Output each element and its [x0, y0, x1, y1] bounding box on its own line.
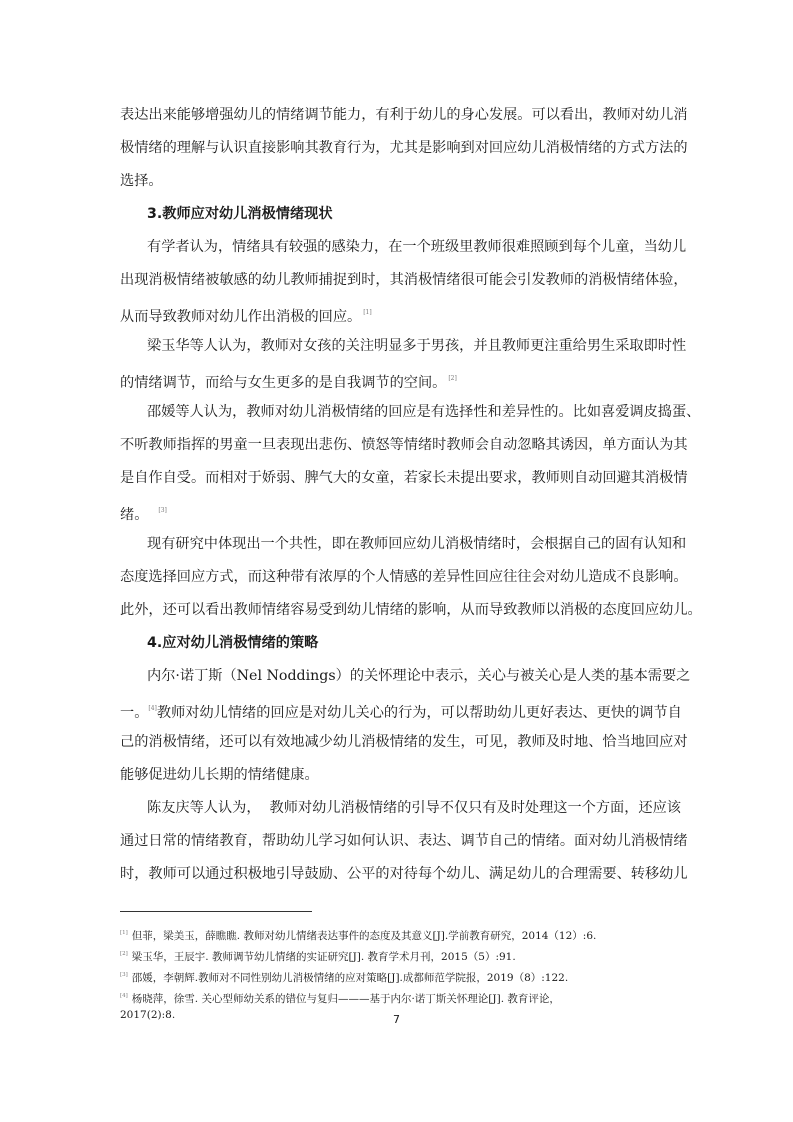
footnote-text: 梁玉华，王辰宇. 教师调节幼儿情绪的实证研究[J]. 教育学术月刊，2015（5）:91. [131, 951, 516, 963]
footnote-separator [120, 911, 312, 912]
footnote [120, 967, 568, 983]
paragraph-line: 陈友庆等人认为， 教师对幼儿消极情绪的引导不仅只有及时处理这一个方面，还应该 [147, 800, 681, 816]
footnote [120, 988, 560, 1004]
paragraph-line: 邵媛等人认为，教师对幼儿消极情绪的回应是有选择性和差异性的。比如喜爱调皮捣蛋、 [147, 404, 701, 420]
page-number: 7 [393, 1013, 400, 1026]
paragraph-line: 不听教师指挥的男童一旦表现出悲伤、愤怒等情绪时教师会自动忽略其诱因，单方面认为其 [120, 437, 688, 453]
paragraph-line: 时，教师可以通过积极地引导鼓励、公平的对待每个幼儿、满足幼儿的合理需要、转移幼儿 [120, 866, 688, 882]
line-text: 绪。 [120, 507, 149, 523]
line-text: 教师对幼儿情绪的回应是对幼儿关心的行为，可以帮助幼儿更好表达、更快的调节自 [156, 705, 682, 721]
footnote [120, 946, 516, 962]
paragraph-line: 选择。 [120, 173, 163, 189]
paragraph-line: 出现消极情绪被敏感的幼儿教师捕捉到时，其消极情绪很可能会引发教师的消极情绪体验， [120, 272, 688, 288]
paragraph-line: 表达出来能够增强幼儿的情绪调节能力，有利于幼儿的身心发展。可以看出，教师对幼儿消 [120, 107, 688, 123]
footnote-marker: [1] [120, 930, 128, 936]
paragraph-line: 此外，还可以看出教师情绪容易受到幼儿情绪的影响，从而导致教师以消极的态度回应幼儿。 [120, 602, 702, 618]
paragraph-line: 极情绪的理解与认识直接影响其教育行为，尤其是影响到对回应幼儿消极情绪的方式方法的 [120, 140, 688, 156]
paragraph-line: 内尔·诺丁斯（Nel Noddings）的关怀理论中表示，关心与被关心是人类的基本需要之 [147, 668, 691, 684]
citation-ref[interactable]: [4] [148, 705, 157, 712]
footnote-continuation: 2017(2):8. [120, 1009, 176, 1021]
paragraph-line: 通过日常的情绪教育，帮助幼儿学习如何认识、表达、调节自己的情绪。面对幼儿消极情绪 [120, 833, 688, 849]
paragraph-line: 态度选择回应方式，而这种带有浓厚的个人情感的差异性回应往往会对幼儿造成不良影响。 [120, 569, 688, 585]
paragraph-line: 能够促进幼儿长期的情绪健康。 [120, 767, 319, 783]
paragraph-line: 己的消极情绪，还可以有效地减少幼儿消极情绪的发生，可见，教师及时地、恰当地回应对 [120, 734, 688, 750]
paragraph-line: 有学者认为，情绪具有较强的感染力，在一个班级里教师很难照顾到每个儿童，当幼儿 [147, 239, 687, 255]
section-heading-4: 4.应对幼儿消极情绪的策略 [147, 635, 319, 651]
footnote-text: 杨晓萍，徐雪. 关心型师幼关系的错位与复归———基于内尔·诺丁斯关怀理论[J]. 教育评论， [131, 993, 560, 1005]
line-text: 从而导致教师对幼儿作出消极的回应。 [120, 309, 362, 325]
paragraph-line: 是自作自受。而相对于娇弱、脾气大的女童，若家长未提出要求，教师则自动回避其消极情 [120, 470, 688, 486]
section-heading-3: 3.教师应对幼儿消极情绪现状 [147, 206, 333, 222]
footnote-marker: [4] [120, 993, 128, 999]
citation-ref[interactable]: [3] [158, 507, 167, 514]
line-text: 一。 [120, 705, 149, 721]
paragraph-line [120, 501, 167, 521]
paragraph-line [120, 369, 457, 389]
citation-ref[interactable]: [1] [363, 309, 372, 316]
footnote-text: 但菲，梁美玉，薛瞧瞧. 教师对幼儿情绪表达事件的态度及其意义[J].学前教育研究，2014（12）:6. [131, 930, 597, 942]
paragraph-line: 现有研究中体现出一个共性，即在教师回应幼儿消极情绪时，会根据自己的固有认知和 [147, 536, 687, 552]
paragraph-line [120, 699, 682, 719]
paragraph-line: 梁玉华等人认为，教师对女孩的关注明显多于男孩，并且教师更注重给男生采取即时性 [147, 338, 687, 354]
footnote [120, 925, 596, 941]
citation-ref[interactable]: [2] [448, 375, 457, 382]
paragraph-line [120, 303, 372, 323]
footnote-marker: [2] [120, 951, 128, 957]
footnote-text: 邵媛，李朝辉.教师对不同性别幼儿消极情绪的应对策略[J].成都师范学院报，2019（8）:122. [131, 972, 569, 984]
line-text: 的情绪调节，而给与女生更多的是自我调节的空间。 [120, 375, 447, 391]
footnote-marker: [3] [120, 972, 128, 978]
